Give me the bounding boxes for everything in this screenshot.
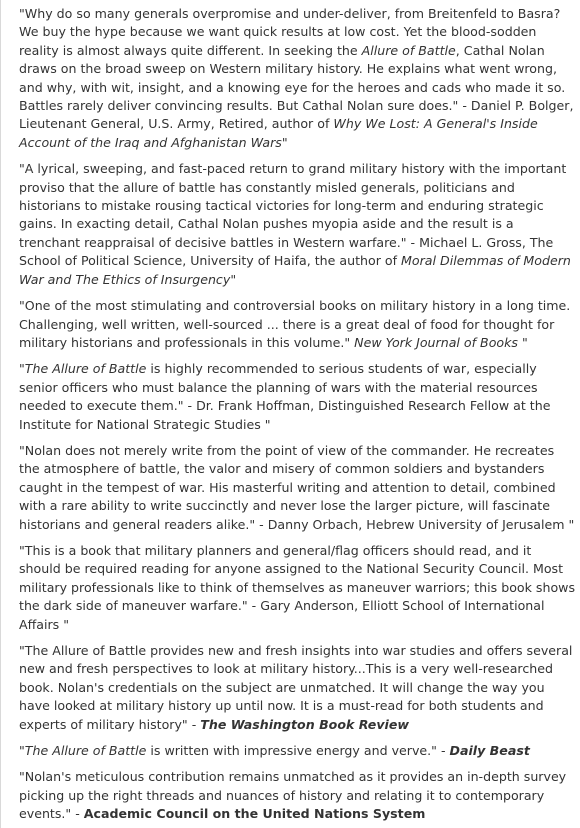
review-daily-beast [19, 742, 576, 760]
book-title: Moral Dilemmas of Modern War and The Ethics of Insurgency [19, 253, 571, 287]
review-text: "One of the most stimulating and controversial books on military history in a long time. Challenging, well written, well-sourced ... there is a great deal of food for thought for military historians and professionals in this volume." [19, 298, 571, 350]
review-text: is written with impressive energy and verve." - [146, 743, 450, 759]
review-source: Daily Beast [449, 743, 530, 759]
review-ny-journal-of-books [19, 297, 576, 352]
review-anderson [19, 542, 576, 634]
review-text: "This is a book that military planners and general/flag officers should read, and it should be required reading for anyone assigned to the National Security Council. Most military professionals like to think of themselves as maneuver warriors; this book shows the dark side of maneuver warfare." - Gary Anderson, Elliott School of International Affairs " [19, 542, 576, 632]
book-title: Allure of Battle [361, 42, 456, 58]
review-text: "Nolan does not merely write from the point of view of the commander. He recreates the atmosphere of battle, the valor and misery of common soldiers and bystanders caught in the tempest of war. His masterful writing and attention to detail, combined with a rare ability to write succinctly and never lose the larger picture, will fascinate historians and general readers alike." - Danny Orbach, Hebrew University of Jerusalem " [19, 442, 575, 532]
review-text: " [19, 743, 25, 759]
review-text: " [230, 271, 237, 287]
review-text: is highly recommended to serious students of war, especially senior officers who must balance the planning of wars with the material resources needed to execute them." - Dr. Frank Hoffman, Distinguished Research Fellow at the Institute for National Strategic Studies " [19, 361, 551, 432]
review-text: "Nolan's meticulous contribution remains unmatched as it provides an in-depth survey picking up the right threads and nuances of history and relating it to contemporary events." - [19, 769, 567, 822]
review-gross [19, 160, 576, 289]
book-title: The Allure of Battle [24, 361, 147, 377]
review-washington-book-review [19, 642, 576, 734]
review-bolger [19, 5, 576, 152]
review-text: "A lyrical, sweeping, and fast-paced return to grand military history with the important proviso that the allure of battle has constantly misled generals, politicians and historians to mistake rousing tactical victories for long-term and enduring strategic gains. In exacting detail, Cathal Nolan pushes myopia aside and the result is a trenchant reappraisal of decisive battles in Western warfare." - Michael L. Gross, The School of Political Science, University of Haifa, the author of [19, 161, 567, 269]
review-source: New York Journal of Books [354, 334, 518, 350]
book-title: Why We Lost: A General's Inside Account of the Iraq and Afghanistan Wars [19, 116, 538, 150]
review-orbach [19, 442, 576, 534]
review-text: " [517, 334, 528, 350]
review-text: " [19, 361, 25, 377]
left-border [0, 0, 1, 828]
review-text: " [281, 134, 288, 150]
review-source: The Washington Book Review [200, 716, 410, 732]
review-hoffman [19, 360, 576, 434]
review-source: Academic Council on the United Nations System [83, 806, 426, 822]
review-text: , Cathal Nolan draws on the broad sweep on Western military history. He explains what went wrong, and why, with wit, insight, and a knowing eye for the heroes and cads who made it so. Battles rarely deliver convincing results. But Cathal Nolan sure does." - Daniel P. Bolger, Lieutenant General, U.S. Army, Retired, author of [19, 42, 574, 132]
review-acuns [19, 768, 576, 823]
book-title: The Allure of Battle [24, 743, 147, 759]
review-text: "The Allure of Battle provides new and fresh insights into war studies and offers several new and fresh perspectives to look at military history...This is a very well-researched book. Nolan's credentials on the subject are unmatched. It will change the way you have looked at military history up until now. It is a must-read for both students and experts of military history" - [19, 643, 573, 732]
review-text: "Why do so many generals overpromise and under-deliver, from Breitenfeld to Basra? We buy the hype because we want quick results at low cost. Yet the blood-sodden reality is almost always quite different. In seeking the [19, 6, 561, 58]
